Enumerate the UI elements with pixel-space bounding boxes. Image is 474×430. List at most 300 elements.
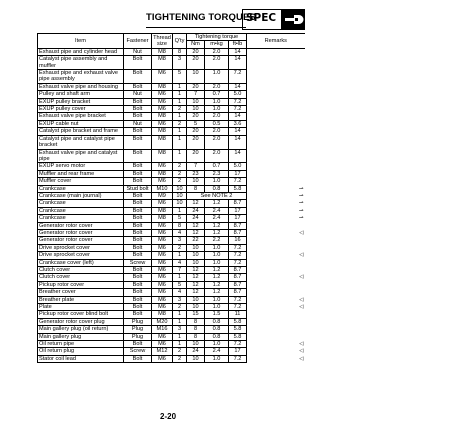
table-row	[38, 70, 305, 84]
torque-ftlb-cell: 14	[229, 113, 247, 120]
fastener-cell: Bolt	[124, 56, 152, 70]
thread-size-cell: M6	[152, 98, 173, 105]
table-row	[38, 281, 305, 288]
thread-size-cell: M6	[152, 222, 173, 229]
qty-cell: 4	[173, 259, 187, 266]
table-row	[38, 311, 305, 318]
item-cell: Exhaust pipe and exhaust valve pipe assembly	[38, 70, 124, 84]
thread-size-cell: M8	[152, 113, 173, 120]
qty-cell: 5	[173, 70, 187, 84]
thread-size-cell: M10	[152, 185, 173, 192]
remarks-cell	[247, 70, 305, 84]
fastener-cell: Bolt	[124, 229, 152, 236]
table-row	[38, 185, 305, 192]
torque-nm-cell: 10	[187, 341, 205, 348]
fastener-cell: Plug	[124, 333, 152, 340]
qty-cell: 1	[173, 341, 187, 348]
qty-cell: 2	[173, 304, 187, 311]
thread-size-cell: M8	[152, 128, 173, 135]
qty-cell: 2	[173, 244, 187, 251]
torque-mkg-cell: 1.0	[205, 296, 229, 303]
item-cell: Crankcase	[38, 200, 124, 207]
torque-nm-cell: 8	[187, 185, 205, 192]
torque-ftlb-cell: 17	[229, 215, 247, 222]
torque-mkg-cell: 1.2	[205, 229, 229, 236]
fastener-cell: Bolt	[124, 98, 152, 105]
item-cell: Exhaust valve pipe bracket	[38, 113, 124, 120]
table-row	[38, 106, 305, 113]
col-remarks: Remarks	[247, 34, 305, 49]
thread-size-cell: M6	[152, 281, 173, 288]
qty-cell: 3	[173, 296, 187, 303]
torque-nm-cell: 12	[187, 200, 205, 207]
thread-size-cell: M8	[152, 207, 173, 214]
table-row	[38, 149, 305, 163]
item-cell: Clutch cover	[38, 267, 124, 274]
qty-cell: 10	[173, 200, 187, 207]
fastener-cell: Bolt	[124, 83, 152, 90]
table-row	[38, 135, 305, 149]
torque-nm-cell: 10	[187, 252, 205, 259]
spec-label: SPEC	[246, 12, 277, 24]
qty-cell: 7	[173, 267, 187, 274]
torque-nm-cell: 10	[187, 355, 205, 362]
torque-ftlb-cell: 8.7	[229, 229, 247, 236]
thread-size-cell: M8	[152, 48, 173, 55]
qty-cell: 2	[173, 163, 187, 170]
table-row	[38, 259, 305, 266]
torque-nm-cell: 23	[187, 170, 205, 177]
torque-nm-cell: 24	[187, 207, 205, 214]
qty-cell: 4	[173, 289, 187, 296]
torque-ftlb-cell: 5.8	[229, 318, 247, 325]
torque-ftlb-cell: 7.2	[229, 178, 247, 185]
remarks-cell	[247, 244, 305, 251]
item-cell: Breather plate	[38, 296, 124, 303]
qty-cell: 1	[173, 83, 187, 90]
torque-ftlb-cell: 7.2	[229, 252, 247, 259]
torque-mkg-cell: 1.2	[205, 281, 229, 288]
torque-nm-cell: 20	[187, 149, 205, 163]
item-cell: Stator coil lead	[38, 355, 124, 362]
item-cell: Drive sprocket cover	[38, 252, 124, 259]
torque-nm-cell: 22	[187, 237, 205, 244]
thread-size-cell: M6	[152, 91, 173, 98]
qty-cell: 10	[173, 192, 187, 199]
torque-mkg-cell: 1.0	[205, 98, 229, 105]
sealant-icon: ◁	[247, 341, 305, 348]
table-row	[38, 178, 305, 185]
torque-ftlb-cell: 7.2	[229, 259, 247, 266]
col-mkg: m•kg	[205, 41, 229, 48]
table-row	[38, 252, 305, 259]
remarks-cell	[247, 237, 305, 244]
thread-size-cell: M20	[152, 318, 173, 325]
torque-ftlb-cell: 14	[229, 83, 247, 90]
thread-size-cell: M6	[152, 289, 173, 296]
fastener-cell: Bolt	[124, 178, 152, 185]
torque-nm-cell: 10	[187, 98, 205, 105]
fastener-cell: Bolt	[124, 207, 152, 214]
qty-cell: 1	[173, 318, 187, 325]
fastener-cell: Bolt	[124, 149, 152, 163]
torque-mkg-cell: 2.4	[205, 215, 229, 222]
qty-cell: 1	[173, 98, 187, 105]
remarks-cell	[247, 91, 305, 98]
fastener-cell: Bolt	[124, 311, 152, 318]
qty-cell: 1	[173, 91, 187, 98]
qty-cell: 1	[173, 207, 187, 214]
torque-mkg-cell: 0.8	[205, 326, 229, 333]
torque-ftlb-cell: 8.7	[229, 281, 247, 288]
table-row	[38, 98, 305, 105]
torque-mkg-cell: 1.0	[205, 178, 229, 185]
table-row	[38, 120, 305, 127]
fastener-cell: Bolt	[124, 341, 152, 348]
sealant-icon: ⊸	[247, 192, 305, 199]
torque-nm-cell: 24	[187, 348, 205, 355]
item-cell: EXUP cable nut	[38, 120, 124, 127]
thread-size-cell: M8	[152, 215, 173, 222]
torque-mkg-cell: 0.7	[205, 91, 229, 98]
remarks-cell	[247, 149, 305, 163]
qty-cell: 3	[173, 56, 187, 70]
torque-nm-cell: 20	[187, 113, 205, 120]
remarks-cell	[247, 128, 305, 135]
qty-cell: 8	[173, 48, 187, 55]
torque-ftlb-cell: 8.7	[229, 200, 247, 207]
table-row	[38, 296, 305, 303]
torque-ftlb-cell: 17	[229, 348, 247, 355]
thread-size-cell: M6	[152, 274, 173, 281]
torque-nm-cell: 8	[187, 326, 205, 333]
torque-nm-cell: 10	[187, 178, 205, 185]
torque-nm-cell: 5	[187, 120, 205, 127]
remarks-cell	[247, 281, 305, 288]
torque-mkg-cell: 1.0	[205, 244, 229, 251]
fastener-cell: Bolt	[124, 170, 152, 177]
torque-mkg-cell: 1.2	[205, 289, 229, 296]
remarks-cell	[247, 48, 305, 55]
torque-nm-cell: 10	[187, 296, 205, 303]
torque-nm-cell: 8	[187, 318, 205, 325]
table-row	[38, 326, 305, 333]
torque-ftlb-cell: 14	[229, 135, 247, 149]
torque-nm-cell: 24	[187, 215, 205, 222]
remarks-cell	[247, 318, 305, 325]
torque-ftlb-cell: 8.7	[229, 267, 247, 274]
torque-ftlb-cell: 16	[229, 237, 247, 244]
item-cell: Exhaust pipe and cylinder head	[38, 48, 124, 55]
torque-mkg-cell: 2.0	[205, 113, 229, 120]
thread-size-cell: M6	[152, 296, 173, 303]
item-cell: Breather cover	[38, 289, 124, 296]
torque-ftlb-cell: 8.7	[229, 289, 247, 296]
torque-nm-cell: 10	[187, 244, 205, 251]
thread-size-cell: M6	[152, 333, 173, 340]
torque-nm-cell: 20	[187, 83, 205, 90]
torque-ftlb-cell: 8.7	[229, 222, 247, 229]
sealant-icon: ◁	[247, 304, 305, 311]
torque-mkg-cell: 1.2	[205, 267, 229, 274]
item-cell: Pickup rotor cover	[38, 281, 124, 288]
fastener-cell: Bolt	[124, 355, 152, 362]
thread-size-cell: M6	[152, 244, 173, 251]
qty-cell: 3	[173, 326, 187, 333]
table-row	[38, 237, 305, 244]
qty-cell: 10	[173, 185, 187, 192]
torque-nm-cell: 12	[187, 229, 205, 236]
item-cell: Plate	[38, 304, 124, 311]
fastener-cell: Screw	[124, 259, 152, 266]
remarks-cell	[247, 113, 305, 120]
table-row	[38, 348, 305, 355]
qty-cell: 1	[173, 135, 187, 149]
item-cell: Oil return plug	[38, 348, 124, 355]
torque-nm-cell: 10	[187, 106, 205, 113]
torque-ftlb-cell: 7.2	[229, 355, 247, 362]
item-cell: Generator rotor cover	[38, 222, 124, 229]
torque-table	[37, 33, 305, 363]
col-fastener: Fastener	[124, 34, 152, 49]
torque-ftlb-cell: 7.2	[229, 98, 247, 105]
fastener-cell: Bolt	[124, 237, 152, 244]
qty-cell: 1	[173, 333, 187, 340]
table-row	[38, 192, 305, 199]
col-qty: Q'ty	[173, 34, 187, 49]
item-cell: EXUP pulley bracket	[38, 98, 124, 105]
torque-ftlb-cell: 17	[229, 207, 247, 214]
torque-mkg-cell: 2.4	[205, 348, 229, 355]
torque-mkg-cell: 1.0	[205, 106, 229, 113]
torque-ftlb-cell: 7.2	[229, 244, 247, 251]
thread-size-cell: M6	[152, 304, 173, 311]
thread-size-cell: M9	[152, 192, 173, 199]
fastener-cell: Bolt	[124, 192, 152, 199]
table-row	[38, 341, 305, 348]
page-title: TIGHTENING TORQUES	[146, 12, 256, 23]
torque-ftlb-cell: 5.8	[229, 326, 247, 333]
torque-mkg-cell: 0.8	[205, 318, 229, 325]
thread-size-cell: M8	[152, 311, 173, 318]
fastener-cell: Bolt	[124, 215, 152, 222]
torque-mkg-cell: 0.7	[205, 163, 229, 170]
item-cell: Oil return pipe	[38, 341, 124, 348]
torque-nm-cell: 12	[187, 267, 205, 274]
sealant-icon: ◁	[247, 348, 305, 355]
table-row	[38, 229, 305, 236]
item-cell: Pulley and shaft arm	[38, 91, 124, 98]
torque-nm-cell: 10	[187, 259, 205, 266]
torque-ftlb-cell: 17	[229, 170, 247, 177]
item-cell: Catalyst pipe assembly and muffler	[38, 56, 124, 70]
table-row	[38, 163, 305, 170]
qty-cell: 5	[173, 215, 187, 222]
torque-nm-cell: 7	[187, 91, 205, 98]
fastener-cell: Bolt	[124, 135, 152, 149]
item-cell: Crankcase (main journal)	[38, 192, 124, 199]
torque-ftlb-cell: 8.7	[229, 274, 247, 281]
item-cell: Exhaust valve pipe and catalyst pipe	[38, 149, 124, 163]
item-cell: Generator rotor cover	[38, 229, 124, 236]
thread-size-cell: M6	[152, 355, 173, 362]
torque-ftlb-cell: 7.2	[229, 106, 247, 113]
thread-size-cell: M8	[152, 149, 173, 163]
table-row	[38, 244, 305, 251]
thread-size-cell: M6	[152, 341, 173, 348]
fastener-cell: Bolt	[124, 281, 152, 288]
remarks-cell	[247, 135, 305, 149]
thread-size-cell: M6	[152, 163, 173, 170]
table-row	[38, 215, 305, 222]
torque-nm-cell: 20	[187, 56, 205, 70]
spec-badge	[242, 9, 305, 30]
torque-mkg-cell: 0.8	[205, 333, 229, 340]
fastener-cell: Bolt	[124, 274, 152, 281]
fastener-cell: Bolt	[124, 222, 152, 229]
fastener-cell: Screw	[124, 348, 152, 355]
table-row	[38, 91, 305, 98]
fastener-cell: Nut	[124, 120, 152, 127]
torque-nm-cell: 12	[187, 274, 205, 281]
torque-nm-cell: 7	[187, 163, 205, 170]
torque-nm-cell: 15	[187, 311, 205, 318]
thread-size-cell: M8	[152, 135, 173, 149]
torque-ftlb-cell: 5.0	[229, 163, 247, 170]
thread-size-cell: M6	[152, 237, 173, 244]
torque-mkg-cell: 1.0	[205, 355, 229, 362]
thread-size-cell: M16	[152, 326, 173, 333]
item-cell: Main gallery plug	[38, 333, 124, 340]
qty-cell: 2	[173, 355, 187, 362]
fastener-cell: Bolt	[124, 200, 152, 207]
item-cell: Crankcase	[38, 207, 124, 214]
torque-nm-cell: 20	[187, 135, 205, 149]
remarks-cell	[247, 56, 305, 70]
sealant-icon: ⊸	[247, 185, 305, 192]
thread-size-cell: M6	[152, 106, 173, 113]
thread-size-cell: M8	[152, 170, 173, 177]
col-item: Item	[38, 34, 124, 49]
sealant-icon: ⊸	[247, 215, 305, 222]
col-nm: Nm	[187, 41, 205, 48]
torque-mkg-cell: 1.2	[205, 200, 229, 207]
torque-mkg-cell: 1.2	[205, 222, 229, 229]
fastener-cell: Bolt	[124, 244, 152, 251]
table-row	[38, 318, 305, 325]
table-row	[38, 304, 305, 311]
table-row	[38, 289, 305, 296]
remarks-cell	[247, 83, 305, 90]
torque-mkg-cell: 1.0	[205, 259, 229, 266]
fastener-cell: Bolt	[124, 163, 152, 170]
qty-cell: 2	[173, 170, 187, 177]
torque-mkg-cell: 2.2	[205, 237, 229, 244]
qty-cell: 1	[173, 128, 187, 135]
torque-mkg-cell: 0.5	[205, 120, 229, 127]
table-row	[38, 113, 305, 120]
thread-size-cell: M6	[152, 252, 173, 259]
sealant-icon: ◁	[247, 229, 305, 236]
torque-mkg-cell: 2.0	[205, 83, 229, 90]
item-cell: Catalyst pipe bracket and frame	[38, 128, 124, 135]
torque-ftlb-cell: 5.8	[229, 185, 247, 192]
item-cell: Generator rotor cover	[38, 237, 124, 244]
item-cell: Pickup rotor cover blind bolt	[38, 311, 124, 318]
table-body	[38, 48, 305, 362]
table-row	[38, 222, 305, 229]
thread-size-cell: M12	[152, 348, 173, 355]
sealant-icon: ◁	[247, 252, 305, 259]
qty-cell: 1	[173, 252, 187, 259]
sealant-icon: ◁	[247, 274, 305, 281]
torque-ftlb-cell: 7.2	[229, 70, 247, 84]
torque-ftlb-cell: 14	[229, 56, 247, 70]
fastener-cell: Stud bolt	[124, 185, 152, 192]
torque-nm-cell: 12	[187, 289, 205, 296]
item-cell: Muffler cover	[38, 178, 124, 185]
item-cell: EXUP servo motor	[38, 163, 124, 170]
torque-ftlb-cell: 3.6	[229, 120, 247, 127]
thread-size-cell: M6	[152, 70, 173, 84]
torque-ftlb-cell: 14	[229, 149, 247, 163]
torque-ftlb-cell: 7.2	[229, 304, 247, 311]
sealant-icon: ⊸	[247, 200, 305, 207]
remarks-cell	[247, 326, 305, 333]
fastener-cell: Bolt	[124, 106, 152, 113]
torque-ftlb-cell: 5.8	[229, 333, 247, 340]
table-row	[38, 170, 305, 177]
table-row	[38, 128, 305, 135]
torque-nm-cell: 10	[187, 304, 205, 311]
torque-ftlb-cell: 7.2	[229, 341, 247, 348]
fastener-cell: Bolt	[124, 70, 152, 84]
qty-cell: 8	[173, 222, 187, 229]
item-cell: Generator rotor cover plug	[38, 318, 124, 325]
table-row	[38, 274, 305, 281]
torque-ftlb-cell: 5.0	[229, 91, 247, 98]
fastener-cell: Bolt	[124, 128, 152, 135]
remarks-cell	[247, 311, 305, 318]
torque-ftlb-cell: 7.2	[229, 296, 247, 303]
torque-mkg-cell: 0.8	[205, 185, 229, 192]
remarks-cell	[247, 289, 305, 296]
remarks-cell	[247, 106, 305, 113]
table-row	[38, 355, 305, 362]
qty-cell: 5	[173, 281, 187, 288]
torque-mkg-cell: 2.0	[205, 135, 229, 149]
thread-size-cell: M6	[152, 120, 173, 127]
torque-ftlb-cell: 14	[229, 128, 247, 135]
torque-mkg-cell: 1.0	[205, 70, 229, 84]
remarks-cell	[247, 259, 305, 266]
item-cell: Muffler and rear frame	[38, 170, 124, 177]
torque-mkg-cell: 2.4	[205, 207, 229, 214]
remarks-cell	[247, 267, 305, 274]
item-cell: Drive sprocket cover	[38, 244, 124, 251]
fastener-cell: Bolt	[124, 252, 152, 259]
torque-mkg-cell: 1.0	[205, 341, 229, 348]
header-row	[38, 34, 305, 41]
remarks-cell	[247, 98, 305, 105]
qty-cell: 1	[173, 311, 187, 318]
item-cell: Crankcase cover (left)	[38, 259, 124, 266]
torque-mkg-cell: 2.0	[205, 149, 229, 163]
torque-nm-cell: 8	[187, 333, 205, 340]
torque-mkg-cell: 2.0	[205, 48, 229, 55]
item-cell: Exhaust valve pipe and housing	[38, 83, 124, 90]
torque-nm-cell: 20	[187, 48, 205, 55]
